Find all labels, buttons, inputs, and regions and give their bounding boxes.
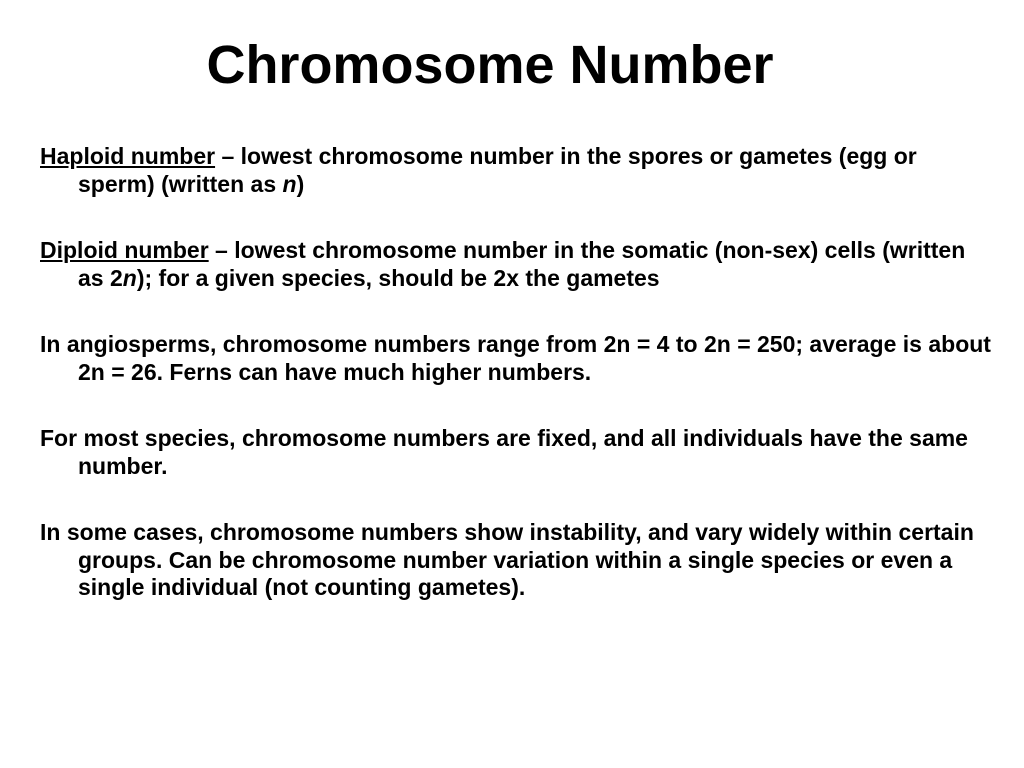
haploid-closing: ) [296,170,305,197]
instability-paragraph: In some cases, chromosome numbers show instability, and vary widely within certain groups. Can be chromosome number variation within a single species or even a single individual (not counting gametes). [40,519,974,600]
haploid-paragraph [40,143,995,198]
diploid-definition: – lowest chromosome number in the somatic (non-sex) cells (written as 2 [78,237,966,291]
haploid-symbol: n [282,170,297,197]
fixed-numbers-paragraph: For most species, chromosome numbers are fixed, and all individuals have the same number. [40,425,968,479]
diploid-symbol: n [122,264,137,291]
diploid-closing: ); for a given species, should be 2x the gametes [136,264,660,291]
diploid-term: Diploid number [40,237,209,263]
haploid-term: Haploid number [40,143,216,169]
diploid-paragraph [40,237,995,292]
slide-title: Chromosome Number [206,35,774,95]
angiosperms-paragraph: In angiosperms, chromosome numbers range from 2n = 4 to 2n = 250; average is about 2n = 26. Ferns can have much higher numbers. [40,331,991,385]
slide-body [40,143,995,602]
haploid-definition: – lowest chromosome number in the spores or gametes (egg or sperm) (written as [78,143,917,197]
